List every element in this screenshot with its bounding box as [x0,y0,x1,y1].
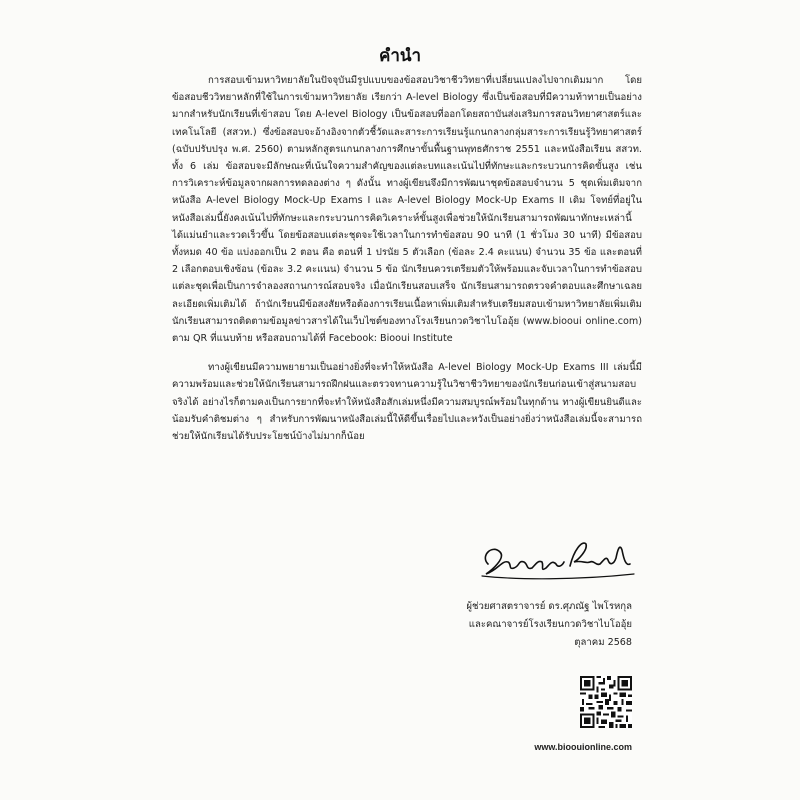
page-title: คำนำ [378,46,422,66]
paragraph-2: ทางผู้เขียนมีความพยายามเป็นอย่างยิ่งที่จะทำให้หนังสือ A-level Biology Mock-Up Exams III เล่มนี้มีความพร้อมและช่วยให้นักเรียนสามารถฝึกฝนและตรวจทานความรู้ในวิชาชีววิทยาของนักเรียนก่อนเข้าสู่สนามสอบจริงได้ อย่างไรก็ตามคงเป็นการยากที่จะทำให้หนังสือสักเล่มหนึ่งมีความสมบูรณ์พร้อมในทุกด้าน ทางผู้เขียนยินดีและน้อมรับคำติชมต่าง ๆ สำหรับการพัฒนาหนังสือเล่มนี้ให้ดีขึ้นเรื่อยไปและหวังเป็นอย่างยิ่งว่าหนังสือเล่มนี้จะสามารถช่วยให้นักเรียนได้รับประโยชน์บ้างไม่มากก็น้อย [172,362,642,443]
signature-block [466,598,632,652]
author-affiliation: และคณาจารย์โรงเรียนกวดวิชาไบโออุ้ย [468,619,632,630]
preface-body [172,72,642,445]
preface-date: ตุลาคม 2568 [574,637,632,648]
website-link[interactable]: www.bioouionline.com [534,742,632,752]
qr-code-icon[interactable] [580,676,632,728]
handwritten-signature [478,530,638,584]
paragraph-1: การสอบเข้ามหาวิทยาลัยในปัจจุบันมีรูปแบบของข้อสอบวิชาชีววิทยาที่เปลี่ยนแปลงไปจากเดิมมาก โดยข้อสอบชีววิทยาหลักที่ใช้ในการเข้ามหาวิทยาลัย เรียกว่า A-level Biology ซึ่งเป็นข้อสอบที่มีความท้าทายเป็นอย่างมากสำหรับนักเรียนที่เข้าสอบ โดย A-level Biology เป็นข้อสอบที่ออกโดยสถาบันส่งเสริมการสอนวิทยาศาสตร์และเทคโนโลยี (สสวท.) ซึ่งข้อสอบจะอ้างอิงจากตัวชี้วัดและสาระการเรียนรู้แกนกลางกลุ่มสาระการเรียนรู้วิทยาศาสตร์ (ฉบับปรับปรุง พ.ศ. 2560) ตามหลักสูตรแกนกลางการศึกษาขั้นพื้นฐานพุทธศักราช 2551 และหนังสือเรียน สสวท. ทั้ง 6 เล่ม ข้อสอบจะมีลักษณะที่เน้นใจความสำคัญของแต่ละบทและเน้นไปที่ทักษะและกระบวนการคิดขั้นสูง เช่น การวิเคราะห์ข้อมูลจากผลการทดลองต่าง ๆ ดังนั้น ทางผู้เขียนจึงมีการพัฒนาชุดข้อสอบจำนวน 5 ชุดเพิ่มเติมจากหนังสือ A-level Biology Mock-Up Exams I และ A-level Biology Mock-Up Exams II เดิม โจทย์ที่อยู่ในหนังสือเล่มนี้ยังคงเน้นไปที่ทักษะและกระบวนการคิดวิเคราะห์ขั้นสูงเพื่อช่วยให้นักเรียนสามารถพัฒนาทักษะเหล่านี้ได้แม่นยำและรวดเร็วขึ้น โดยข้อสอบแต่ละชุดจะใช้เวลาในการทำข้อสอบ 90 นาที (1 ชั่วโมง 30 นาที) มีข้อสอบทั้งหมด 40 ข้อ แบ่งออกเป็น 2 ตอน คือ ตอนที่ 1 ปรนัย 5 ตัวเลือก (ข้อละ 2.4 คะแนน) จำนวน 35 ข้อ และตอนที่ 2 เลือกตอบเชิงซ้อน (ข้อละ 3.2 คะแนน) จำนวน 5 ข้อ นักเรียนควรเตรียมตัวให้พร้อมและจับเวลาในการทำข้อสอบแต่ละชุดเพื่อเป็นการจำลองสถานการณ์สอบจริง เมื่อนักเรียนสอบเสร็จ นักเรียนสามารถตรวจคำตอบและศึกษาเฉลยละเอียดเพิ่มเติมได้ ถ้านักเรียนมีข้อสงสัยหรือต้องการเรียนเนื้อหาเพิ่มเติมสำหรับเตรียมสอบเข้ามหาวิทยาลัยเพิ่มเติม นักเรียนสามารถติดตามข้อมูลข่าวสารได้ในเว็บไซต์ของทางโรงเรียนกวดวิชาไบโออุ้ย (www.biooui online.com) ตาม QR ที่แนบท้าย หรือสอบถามได้ที่ Facebook: Biooui Institute [172,75,642,345]
author-name: ผู้ช่วยศาสตราจารย์ ดร.ศุภณัฐ ไพโรหกุล [466,601,632,612]
